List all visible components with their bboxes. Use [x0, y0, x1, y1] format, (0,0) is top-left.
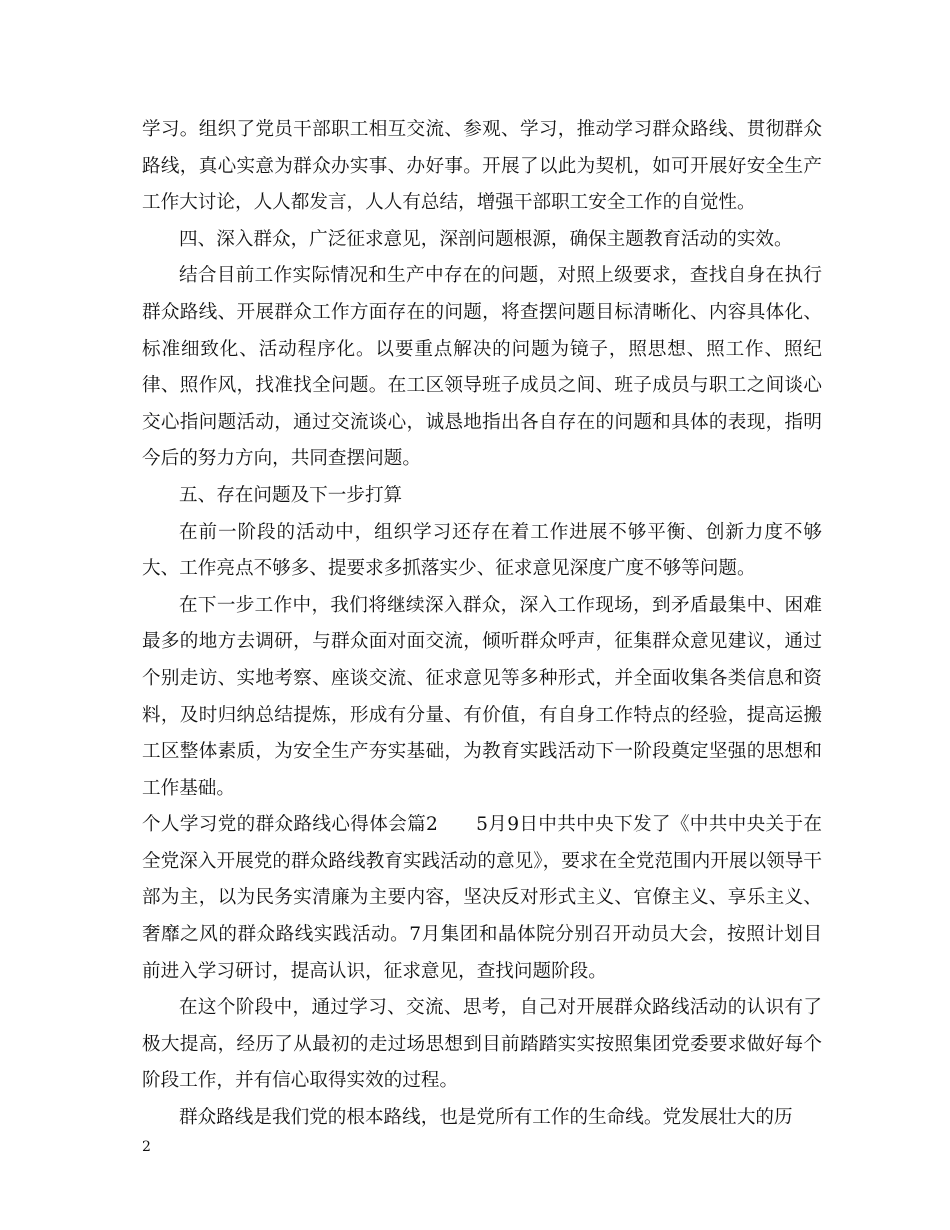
paragraph-8: 在这个阶段中，通过学习、交流、思考，自己对开展群众路线活动的认识有了极大提高，经历了从最初的走过场思想到目前踏踏实实按照集团党委要求做好每个阶段工作，并有信心取得实效的过程。: [142, 997, 822, 1092]
paragraph-5: 在前一阶段的活动中，组织学习还存在着工作进展不够平衡、创新力度不够大、工作亮点不够多、提要求多抓落实少、征求意见深度广度不够等问题。: [142, 521, 822, 580]
paragraph-3: 结合目前工作实际情况和生产中存在的问题，对照上级要求，查找自身在执行群众路线、开展群众工作方面存在的问题，将查摆问题目标清晰化、内容具体化、标准细致化、活动程序化。以要重点解决的问题为镜子，照思想、照工作、照纪律、照作风，找准找全问题。在工区领导班子成员之间、班子成员与职工之间谈心交心指问题活动，通过交流谈心，诚恳地指出各自存在的问题和具体的表现，指明今后的努力方向，共同查摆问题。: [142, 265, 822, 470]
paragraph-1: 学习。组织了党员干部职工相互交流、参观、学习，推动学习群众路线、贯彻群众路线，真心实意为群众办实事、办好事。开展了以此为契机，如可开展好安全生产工作大讨论，人人都发言，人人有总结，增强干部职工安全工作的自觉性。: [142, 119, 822, 214]
paragraph-7-article-title: 个人学习党的群众路线心得体会篇2 5月9日中共中央下发了《中共中央关于在全党深入开展党的群众路线教育实践活动的意见》，要求在全党范围内开展以领导干部为主，以为民务实清廉为主要内容，坚决反对形式主义、官僚主义、享乐主义、奢靡之风的群众路线实践活动。7月集团和晶体院分别召开动员大会，按照计划目前进入学习研讨，提高认识，征求意见，查找问题阶段。: [142, 814, 822, 982]
page-number: 2: [142, 1139, 151, 1155]
paragraph-6: 在下一步工作中，我们将继续深入群众，深入工作现场，到矛盾最集中、困难最多的地方去调研，与群众面对面交流，倾听群众呼声，征集群众意见建议，通过个别走访、实地考察、座谈交流、征求意见等多种形式，并全面收集各类信息和资料，及时归纳总结提炼，形成有分量、有价值，有自身工作特点的经验，提高运搬工区整体素质，为安全生产夯实基础，为教育实践活动下一阶段奠定坚强的思想和工作基础。: [142, 594, 822, 799]
paragraph-2-heading: 四、深入群众，广泛征求意见，深剖问题根源，确保主题教育活动的实效。: [179, 228, 793, 250]
paragraph-4-heading: 五、存在问题及下一步打算: [179, 484, 403, 506]
document-body: [142, 112, 822, 1137]
paragraph-9: 群众路线是我们党的根本路线，也是党所有工作的生命线。党发展壮大的历: [179, 1107, 793, 1129]
